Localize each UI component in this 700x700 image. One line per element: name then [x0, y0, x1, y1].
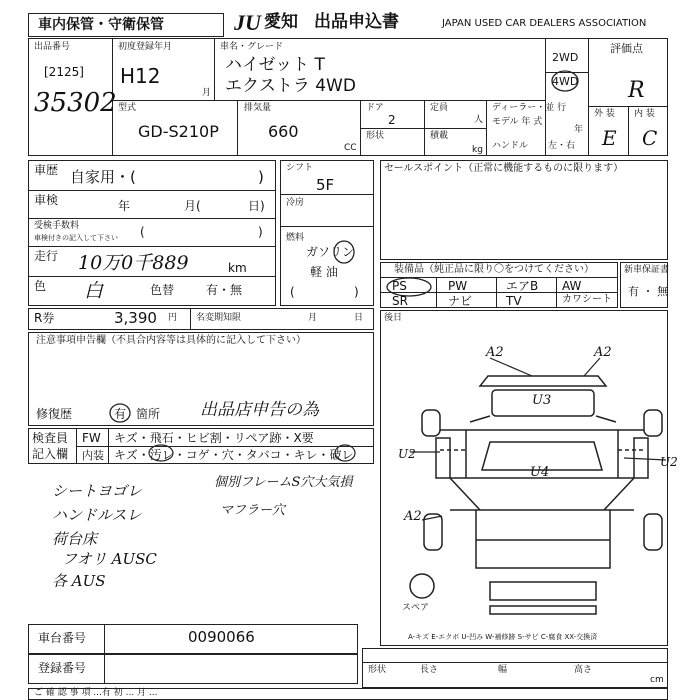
reg-month-unit: 月	[202, 88, 212, 98]
r-ticket-value: 3,390	[114, 309, 157, 327]
exterior-grade: E	[602, 126, 617, 150]
equipment-item: カワシート	[562, 294, 612, 305]
drive-2wd: 2WD	[552, 51, 579, 64]
notes-label: 注意事項申告欄（不具合内容等は具体的に記入して下さい）	[36, 335, 306, 346]
org-name: 愛知	[264, 12, 298, 32]
cm-unit: cm	[650, 675, 664, 685]
doors-label: ドア	[366, 103, 384, 113]
diagram-label-u2-left: U2	[398, 447, 416, 461]
handwritten-note: 個別フレームS穴大気損	[214, 475, 353, 490]
mileage-label: 走行	[34, 249, 59, 263]
handwritten-note: マフラー穴	[220, 503, 286, 518]
int-label: 内装	[82, 449, 104, 462]
color-label: 色	[34, 279, 47, 293]
load-label: 積載	[430, 131, 449, 141]
lot-label: 出品番号	[34, 42, 71, 52]
capacity-label: 定員	[430, 103, 449, 113]
interior-grade: C	[642, 126, 658, 150]
footer-text: ご 確 認 事 項 ...有 初 ... 月 ...	[34, 688, 158, 698]
interior-label: 内 装	[634, 109, 655, 119]
handwritten-note: ハンドルスレ	[52, 506, 142, 524]
handwritten-note: 荷台床	[52, 530, 98, 548]
cooling-label: 冷房	[286, 198, 305, 208]
handwritten-note: 各 AUS	[52, 572, 106, 590]
storage-label: 車内保管・守衛保管	[38, 17, 164, 33]
grade-score: R	[628, 78, 645, 103]
car-front	[480, 376, 606, 386]
equipment-item: エアB	[506, 279, 539, 293]
persons-unit: 人	[474, 115, 484, 125]
fuel-paren: (	[290, 285, 295, 299]
r-ticket-label: R券	[34, 311, 55, 325]
inspection-month: 月(	[184, 199, 201, 213]
reg-year: H12	[120, 64, 161, 88]
equipment-item: ナビ	[448, 294, 473, 308]
fuel-diesel: 軽 油	[310, 265, 338, 279]
history-label: 車歴	[34, 163, 59, 177]
chassis-value: 0090066	[188, 628, 255, 646]
car-diagram	[380, 310, 668, 646]
damage-marks	[410, 358, 666, 520]
diagram-label-u4: U4	[530, 465, 550, 480]
repair-value: 有	[114, 407, 127, 421]
drive-4wd-circle	[550, 68, 582, 92]
height-label: 高さ	[574, 665, 593, 675]
history-value: 自家用・(	[70, 168, 136, 186]
deadline-label: 名変期知限	[196, 313, 242, 323]
shape-label: 形状	[366, 131, 385, 141]
fuel-close: )	[354, 285, 359, 299]
ju-logo: JU	[234, 10, 261, 35]
mileage-value: 10万0千889	[78, 252, 189, 274]
fw-items: キズ・飛石・ヒビ割・リペア跡・X要	[114, 431, 314, 445]
handwritten-note: フオリ AUSC	[62, 550, 157, 568]
equipment-item: AW	[562, 279, 582, 293]
equipment-item: TV	[506, 294, 522, 308]
model-line1: ハイゼット T	[225, 55, 325, 75]
diagram-label-a2-top-left: A2	[486, 345, 504, 360]
equipment-item: SR	[392, 294, 408, 308]
repair-label: 修復歴	[36, 407, 73, 421]
color-value: 白	[84, 280, 104, 302]
displacement-value: 660	[268, 122, 299, 141]
equipment-item: PW	[448, 279, 468, 293]
association-name: JAPAN USED CAR DEALERS ASSOCIATION	[442, 18, 647, 29]
inspection-label: 車検	[34, 193, 59, 207]
kg-unit: kg	[472, 145, 483, 155]
drive-4wd: 4WD	[552, 75, 579, 88]
grade-label: 評価点	[610, 42, 643, 55]
tear-circle	[334, 443, 356, 463]
handle-label: ハンドル	[492, 141, 529, 151]
r-ticket-unit: 円	[168, 313, 178, 323]
dealer-label: ディーラー・並 行	[492, 103, 567, 113]
history-close: )	[258, 168, 264, 186]
chassis-label: 車台番号	[38, 631, 87, 645]
model-label: 車名・グレード	[220, 42, 284, 52]
shift-value: 5F	[316, 176, 335, 194]
certificate-paren: (	[140, 225, 145, 239]
inspector-label2: 記入欄	[32, 447, 69, 461]
int-items: キズ・汚レ・コゲ・穴・タバコ・キレ・破レ	[114, 448, 354, 462]
doors-value: 2	[388, 113, 396, 127]
inspection-year: 年	[118, 199, 131, 213]
repair-place: 箇所	[136, 407, 161, 421]
diagram-legend: A-キズ E-エクボ U-凹み W-補修跡 S-サビ C-腐食 XX-交換済	[408, 633, 598, 641]
cc-unit: CC	[344, 143, 357, 153]
reg-number-label: 登録番号	[38, 661, 87, 675]
color-change-label: 色替	[150, 283, 175, 297]
equipment-label: 装備品（純正品に限り〇をつけてください）	[394, 264, 594, 275]
diagram-label-a2-top-right: A2	[594, 345, 612, 360]
deadline-day: 日	[354, 313, 364, 323]
diagram-label-a2-left: A2	[404, 509, 422, 524]
warranty-label: 新車保証書	[624, 265, 670, 275]
lot-small-number: [2125]	[44, 65, 84, 79]
shift-label: シフト	[286, 163, 314, 173]
model-line2: エクストラ 4WD	[225, 76, 356, 96]
doc-title: 出品申込書	[314, 12, 399, 32]
warranty-options: 有 ・ 無	[628, 285, 668, 298]
fuel-circle	[332, 240, 356, 264]
later-attach-label: 後日	[384, 313, 403, 323]
spare-label: スペア	[402, 603, 430, 613]
reg-year-label: 初度登録年月	[118, 42, 173, 52]
certificate-note: 車検付きの記入して下さい	[34, 234, 118, 242]
diagram-label-u2-right: U2	[660, 455, 678, 469]
repair-circle	[108, 402, 132, 424]
certificate-label: 受検手数料	[34, 221, 80, 231]
handle-options: 左・右	[548, 141, 576, 151]
fuel-gasoline: ガソリン	[306, 245, 355, 259]
width-label: 幅	[498, 665, 508, 675]
handwritten-note: シートヨゴレ	[52, 482, 143, 500]
diagram-label-u3: U3	[532, 393, 552, 408]
type-value: GD-S210P	[138, 122, 219, 141]
inspector-label1: 検査員	[32, 431, 69, 445]
lot-number: 35302	[34, 88, 117, 118]
size-box	[362, 648, 668, 688]
certificate-close: )	[258, 225, 263, 239]
color-change-options: 有・無	[206, 283, 243, 297]
sales-point-label: セールスポイント（正常に機能するものに限ります）	[384, 163, 624, 174]
size-label: 形状	[368, 665, 387, 675]
fuel-label: 燃料	[286, 233, 305, 243]
displacement-label: 排気量	[244, 103, 272, 113]
fw-label: FW	[82, 431, 101, 445]
mileage-unit: km	[228, 261, 247, 275]
length-label: 長さ	[420, 665, 439, 675]
sales-point-box	[380, 160, 668, 260]
stain-circle	[148, 443, 174, 463]
exterior-label: 外 装	[594, 109, 615, 119]
type-label: 型式	[118, 103, 137, 113]
repair-note: 出品店申告の為	[200, 400, 319, 420]
year-unit: 年	[574, 125, 584, 135]
model-year-label: モデル 年 式	[492, 117, 543, 127]
inspection-day: 日)	[248, 199, 265, 213]
deadline-month: 月	[308, 313, 318, 323]
equipment-item: PS	[392, 279, 407, 293]
